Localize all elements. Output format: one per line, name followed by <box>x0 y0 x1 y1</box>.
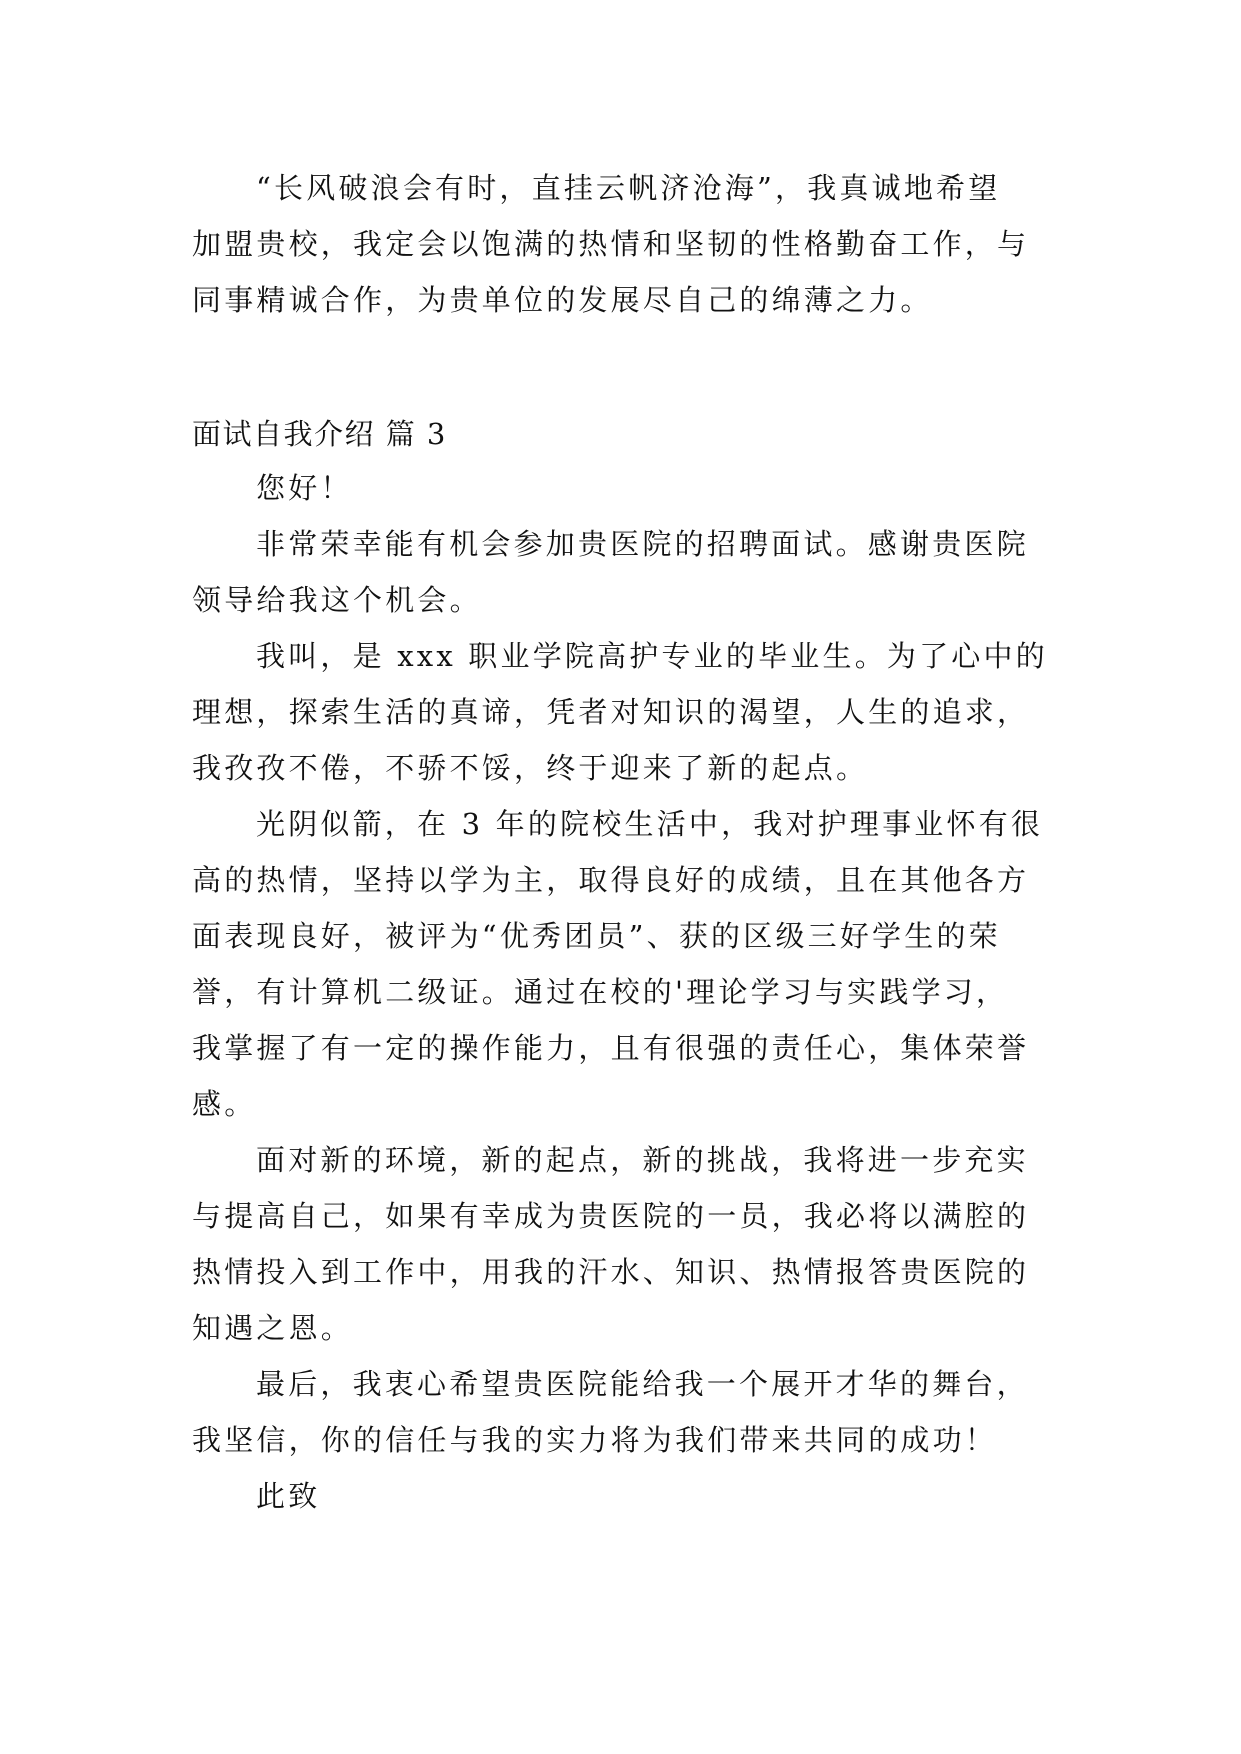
paragraph-3 <box>192 796 1062 1132</box>
paragraph-5 <box>192 1356 1062 1468</box>
paragraph-line: 与提高自己，如果有幸成为贵医院的一员，我必将以满腔的 <box>192 1199 1030 1233</box>
paragraph-line: 加盟贵校，我定会以饱满的热情和坚韧的性格勤奋工作，与 <box>192 227 1030 261</box>
paragraph-line: 同事精诚合作，为贵单位的发展尽自己的绵薄之力。 <box>192 283 933 317</box>
closing-salutation: 此致 <box>256 1479 321 1513</box>
paragraph-line: 我掌握了有一定的操作能力，且有很强的责任心，集体荣誉 <box>192 1031 1030 1065</box>
paragraph-line: 面对新的环境，新的起点，新的挑战，我将进一步充实 <box>256 1143 1029 1177</box>
paragraph-1 <box>192 516 1062 628</box>
paragraph-line: 知遇之恩。 <box>192 1311 354 1345</box>
document-body <box>192 160 1062 1524</box>
paragraph-line: 我坚信，你的信任与我的实力将为我们带来共同的成功！ <box>192 1423 998 1457</box>
paragraph-line: 誉，有计算机二级证。通过在校的'理论学习与实践学习， <box>192 975 1009 1009</box>
paragraph-line: 高的热情，坚持以学为主，取得良好的成绩，且在其他各方 <box>192 863 1030 897</box>
intro-paragraph <box>192 160 1062 328</box>
paragraph-line: 理想，探索生活的真谛，凭者对知识的渴望，人生的追求， <box>192 695 1030 729</box>
paragraph-line: 热情投入到工作中，用我的汗水、知识、热情报答贵医院的 <box>192 1255 1030 1289</box>
paragraph-line: 面表现良好，被评为“优秀团员”、获的区级三好学生的荣 <box>192 919 1001 953</box>
paragraph-2 <box>192 628 1062 796</box>
section-spacer <box>192 328 1062 408</box>
paragraph-4 <box>192 1132 1062 1356</box>
paragraph-line: 感。 <box>192 1087 257 1121</box>
paragraph-line: 我叫，是 xxx 职业学院高护专业的毕业生。为了心中的 <box>256 639 1048 673</box>
paragraph-line: 最后，我衷心希望贵医院能给我一个展开才华的舞台， <box>256 1367 1029 1401</box>
paragraph-line: 光阴似箭，在 3 年的院校生活中，我对护理事业怀有很 <box>256 807 1044 841</box>
paragraph-line: 领导给我这个机会。 <box>192 583 482 617</box>
paragraph-line: “长风破浪会有时，直挂云帆济沧海”，我真诚地希望 <box>256 171 1001 205</box>
greeting: 您好！ <box>256 471 353 505</box>
paragraph-line: 我孜孜不倦，不骄不馁，终于迎来了新的起点。 <box>192 751 869 785</box>
section-title: 面试自我介绍 篇 3 <box>192 417 447 451</box>
paragraph-line: 非常荣幸能有机会参加贵医院的招聘面试。感谢贵医院 <box>256 527 1029 561</box>
